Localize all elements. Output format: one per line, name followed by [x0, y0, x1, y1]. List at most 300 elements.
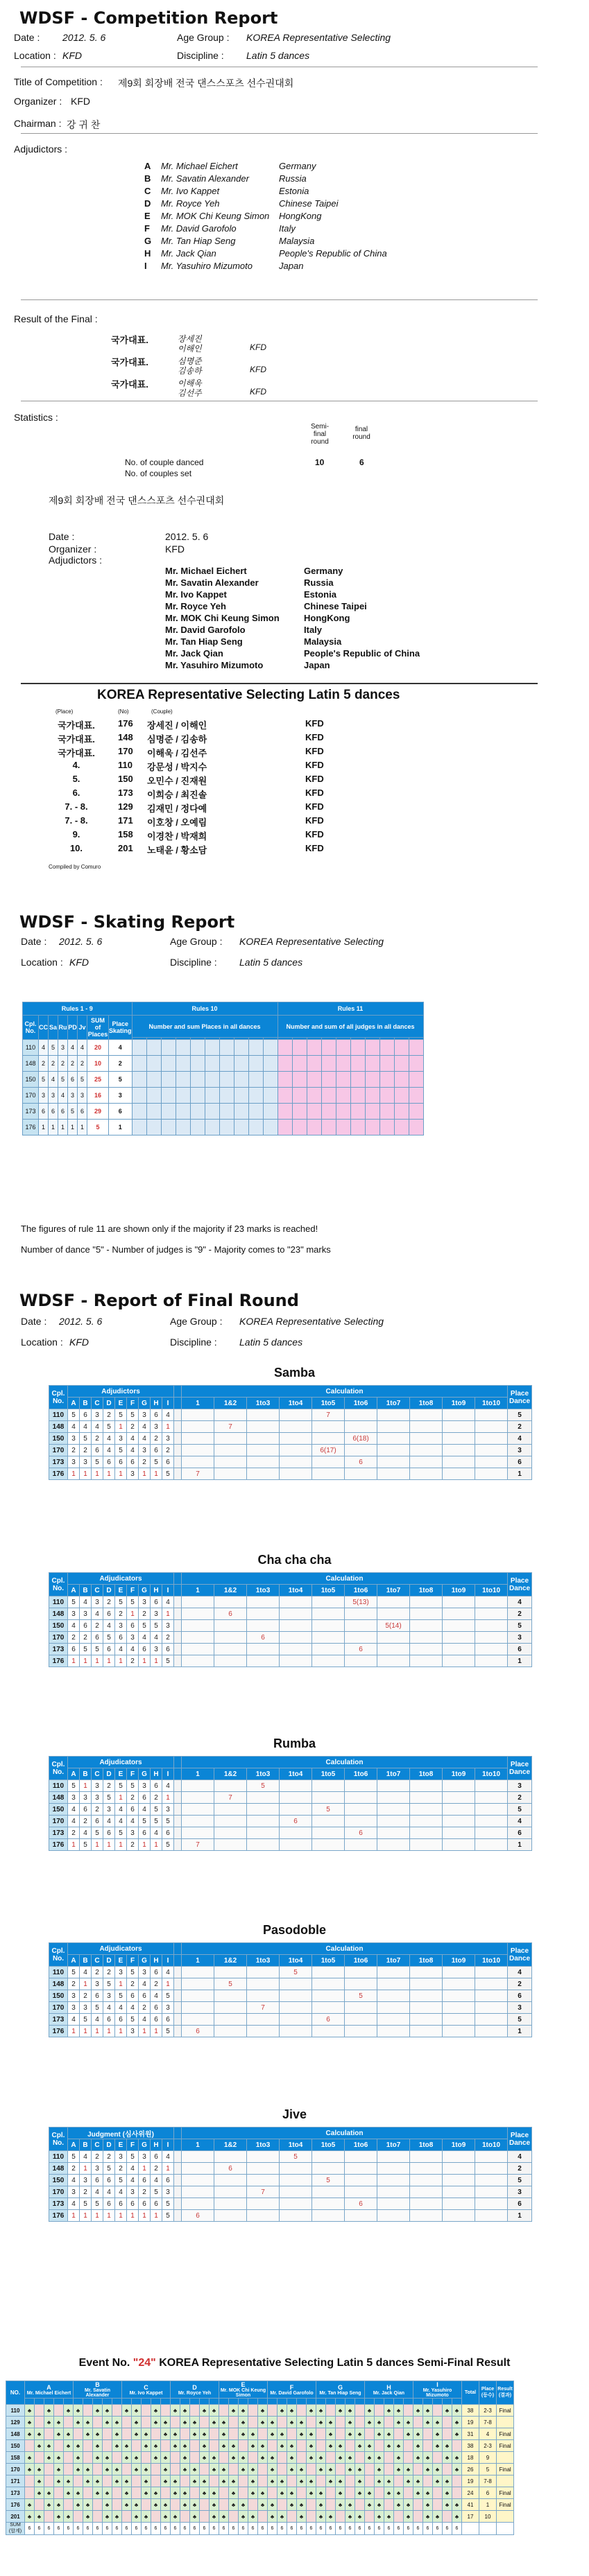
semi-mark: ♣: [210, 2417, 219, 2428]
semi-mark: ♣: [35, 2464, 44, 2475]
calc-cell: [280, 1608, 312, 1620]
rule11-cell: [394, 1104, 409, 1120]
cpl-no: 170: [49, 1632, 68, 1644]
semi-final-table: NO. A Mr. Michael Eichert B Mr. Savatin Alexander C Mr. Ivo Kappet D Mr. Royce Yeh E Mr. MOK Chi Keung Simon F Mr. David Garofolo G Mr. Tan Hiap Seng H Mr. Jack Qian I Mr. Yasuhiro Mizumoto Total Place (등수) Result (결과) 110 ♣ ♣ ♣ ♣ ♣ ♣ ♣ ♣ ♣ ♣ ♣ ♣ ♣ ♣ ♣ ♣ ♣ ♣ ♣ ♣ ♣ ♣ ♣ ♣ ♣ ♣ ♣ ♣ ♣ 38 2-3 Final 129 ♣ ♣ ♣ ♣ ♣ ♣ ♣ ♣ ♣ ♣ ♣ ♣ ♣ ♣ ♣ ♣ ♣ ♣ ♣ ♣ ♣ ♣ ♣ ♣ ♣ ♣ ♣ ♣ ♣ 19 7-8 148 ♣ ♣ ♣ ♣ ♣ ♣ ♣ ♣ ♣ ♣ ♣ ♣ ♣ ♣ ♣ ♣ ♣ ♣ ♣ ♣ ♣ ♣ ♣ ♣ ♣ ♣ ♣ ♣ ♣ 31 4 Final 150 ♣ ♣ ♣ ♣ ♣ ♣ ♣ ♣ ♣ ♣ ♣ ♣ ♣ ♣ ♣ ♣ ♣ ♣ ♣ ♣ ♣ ♣ ♣ ♣ ♣ ♣ ♣ ♣ 38 2-3 Final 158 ♣ ♣ ♣ ♣ ♣ ♣ ♣ ♣ ♣ ♣ ♣ ♣ ♣ ♣ ♣ ♣ ♣ ♣ ♣ ♣ ♣ ♣ ♣ ♣ ♣ ♣ ♣ ♣ ♣ 18 9 170 ♣ ♣ ♣ ♣ ♣ ♣ ♣ ♣ ♣ ♣ ♣ ♣ ♣ ♣ ♣ ♣ ♣ ♣ ♣ ♣ ♣ ♣ ♣ ♣ ♣ ♣ ♣ ♣ ♣ 26 5 Final 171 ♣ ♣ ♣ ♣ ♣ ♣ ♣ ♣ ♣ ♣ ♣ ♣ ♣ ♣ ♣ ♣ ♣ ♣ ♣ ♣ ♣ ♣ ♣ ♣ ♣ ♣ ♣ ♣ 19 7-8 173 ♣ ♣ ♣ ♣ ♣ ♣ ♣ ♣ ♣ ♣ ♣ ♣ ♣ ♣ ♣ ♣ ♣ ♣ ♣ ♣ ♣ ♣ ♣ ♣ ♣ ♣ ♣ ♣ 24 6 Final 176 ♣ ♣ ♣ ♣ ♣ ♣ ♣ ♣ ♣ ♣ ♣ ♣ ♣ ♣ ♣ ♣ ♣ ♣ ♣ ♣ ♣ ♣ ♣ ♣ ♣ ♣ ♣ ♣ ♣ 41 1 Final 201 ♣ ♣ ♣ ♣ ♣ ♣ ♣ ♣ ♣ ♣ ♣ ♣ ♣ ♣ ♣ ♣ ♣ ♣ ♣ ♣ ♣ ♣ ♣ ♣ ♣ ♣ ♣ ♣ ♣ 17 10 SUM (합계) 6 6 6 6 6 6 6 6 6 6 6 6 6 6 6 6 6 6 6 6 6 6 6 6 6 6 6 6 6 6 6 6 6 6 6 6 6 6 6 6 6 6 6 6 6: [6, 2381, 514, 2535]
dance-place: 3: [508, 1445, 532, 1456]
calc-cell: [280, 1409, 312, 1421]
semi-title-post: KOREA Representative Selecting Latin 5 dances Semi-Final Result: [155, 2357, 511, 2369]
semi-mark: [452, 2487, 462, 2499]
judge-mark: 6: [151, 2151, 162, 2163]
rank-couple: 노태윤 / 황소담: [147, 845, 207, 855]
semi-mark: ♣: [239, 2428, 248, 2440]
skating-col: Ru: [58, 1016, 68, 1040]
semi-mark: ♣: [423, 2464, 433, 2475]
rule11-cell: [307, 1072, 321, 1088]
semi-title: [0, 2357, 589, 2369]
semi-mark: ♣: [200, 2475, 210, 2487]
rule11-cell: [292, 1120, 307, 1135]
semi-mark: ♣: [200, 2428, 210, 2440]
calc-cell: [247, 1655, 280, 1667]
stat-danced-label: No. of couple danced: [125, 458, 204, 467]
semi-mark: ♣: [258, 2405, 268, 2417]
calc-cell: [377, 2210, 410, 2222]
semi-mark: ♣: [433, 2464, 443, 2475]
judge-mark: 6: [115, 2014, 127, 2026]
calc-col: 1to9: [443, 1585, 475, 1596]
semi-mark: [190, 2440, 200, 2452]
judge-letter: A: [68, 2139, 80, 2151]
note-majority: Number of dance "5" - Number of judges is "9" - Majority comes to "23" marks: [21, 1244, 331, 1255]
calc-cell: [475, 2175, 508, 2186]
semi-mark: [326, 2487, 336, 2499]
judge-mark: 6: [162, 2014, 174, 2026]
judge-mark: 6: [151, 2002, 162, 2014]
calc-cell: 6: [345, 1827, 377, 1839]
calc-cell: [247, 1990, 280, 2002]
dance-row: [49, 1990, 532, 2002]
semi-mark: ♣: [316, 2417, 326, 2428]
dance-row: [49, 2186, 532, 2198]
rule11-cell: [278, 1104, 292, 1120]
semi-mark: [93, 2464, 103, 2475]
calc-cell: [475, 2002, 508, 2014]
semi-mark: ♣: [83, 2475, 93, 2487]
semi-mark: ♣: [443, 2499, 452, 2511]
calc-cell: [312, 1421, 345, 1433]
semi-mark: ♣: [54, 2475, 64, 2487]
rule11-cell: [350, 1040, 365, 1056]
cpl-no: 110: [49, 1596, 68, 1608]
judge-mark: 5: [162, 1839, 174, 1851]
result-partner-a: 심명준: [178, 356, 202, 366]
semi-mark: [239, 2440, 248, 2452]
semi-result: [497, 2511, 514, 2523]
judge-mark: 3: [115, 1967, 127, 1978]
calc-cell: [410, 1433, 443, 1445]
judge-mark: 1: [162, 1421, 174, 1433]
semi-mark: [336, 2511, 345, 2523]
calc-cell: [377, 1421, 410, 1433]
semi-mark: ♣: [297, 2428, 307, 2440]
judge-mark: 1: [115, 2210, 127, 2222]
judge-mark: 2: [151, 1978, 162, 1990]
semi-mark: [413, 2499, 423, 2511]
semi-mark: ♣: [433, 2440, 443, 2452]
calc-cell: [214, 1816, 247, 1827]
semi-row: [6, 2499, 514, 2511]
semi-place: 10: [479, 2511, 497, 2523]
semi-mark: [297, 2440, 307, 2452]
semi-total: 19: [462, 2417, 479, 2428]
sk-age: KOREA Representative Selecting: [239, 936, 384, 947]
calc-col: 1to9: [443, 1768, 475, 1780]
judge-letter: D: [103, 1585, 115, 1596]
rank-couple: 이경찬 / 박재희: [147, 831, 207, 842]
dance-title: Pasodoble: [262, 1923, 327, 1937]
judge-mark: 5: [151, 1620, 162, 1632]
dance-title: Jive: [282, 2107, 307, 2121]
judge-mark: 3: [162, 1433, 174, 1445]
rule11-cell: [307, 1120, 321, 1135]
semi-mark: [112, 2499, 122, 2511]
calc-cell: [443, 1632, 475, 1644]
calc-cell: [410, 2198, 443, 2210]
semi-mark: ♣: [413, 2440, 423, 2452]
calc-cell: [312, 1839, 345, 1851]
semi-mark: ♣: [74, 2464, 83, 2475]
calc-cell: [280, 1780, 312, 1792]
dance-row: [49, 1827, 532, 1839]
semi-row: [6, 2475, 514, 2487]
judge-mark: 2: [68, 1827, 80, 1839]
calc-cell: 7: [247, 2002, 280, 2014]
judge-mark: 2: [92, 1804, 103, 1816]
semi-mark: [248, 2417, 258, 2428]
calc-cell: [377, 1804, 410, 1816]
judge-mark: 3: [103, 1990, 115, 2002]
semi-mark: [443, 2417, 452, 2428]
calc-col: 1to5: [312, 1585, 345, 1596]
skating-row: [23, 1040, 424, 1056]
calc-cell: [214, 2151, 247, 2163]
semi-mark: [404, 2452, 413, 2464]
rule11-cell: [365, 1120, 379, 1135]
rule11-cell: [292, 1056, 307, 1072]
calc-col: 1to9: [443, 1398, 475, 1409]
dance-place: 4: [508, 1433, 532, 1445]
semi-mark: ♣: [278, 2487, 287, 2499]
judge-mark: 6: [151, 2198, 162, 2210]
fr-loc: KFD: [69, 1337, 89, 1348]
rule11-cell: [379, 1056, 394, 1072]
calc-col: 1: [182, 1768, 214, 1780]
semi-judge-head: [219, 2381, 268, 2399]
semi-mark: ♣: [287, 2499, 297, 2511]
semi-mark: [142, 2405, 151, 2417]
calc-col: 1to5: [312, 1768, 345, 1780]
semi-row: [6, 2440, 514, 2452]
cpl-no: 148: [49, 1608, 68, 1620]
calc-cell: [410, 1816, 443, 1827]
calc-cell: [280, 1827, 312, 1839]
calc-cell: [443, 1816, 475, 1827]
semi-mark: [171, 2499, 180, 2511]
calc-cell: [475, 1468, 508, 1480]
rule11-cell: [409, 1040, 423, 1056]
judge-mark: 4: [103, 1816, 115, 1827]
cpl-head: Cpl. No.: [49, 1757, 68, 1780]
rule10-cell: [146, 1104, 161, 1120]
calc-cell: [377, 1445, 410, 1456]
calc-cell: [410, 1608, 443, 1620]
rule10-cell: [161, 1040, 176, 1056]
semi-mark: ♣: [210, 2499, 219, 2511]
calc-cell: [247, 1421, 280, 1433]
calc-cell: [280, 2002, 312, 2014]
judge-mark: 4: [127, 1644, 139, 1655]
calc-cell: [475, 1827, 508, 1839]
semi-mark: ♣: [64, 2440, 74, 2452]
semi-mark: ♣: [307, 2452, 316, 2464]
semi-total: 17: [462, 2511, 479, 2523]
judge-mark: 6: [103, 1456, 115, 1468]
semi-no: 148: [6, 2428, 25, 2440]
semi-mark: ♣: [355, 2440, 365, 2452]
calc-cell: [410, 1421, 443, 1433]
rule11-cell: [292, 1072, 307, 1088]
rule11-cell: [394, 1056, 409, 1072]
calc-col: 1: [182, 1398, 214, 1409]
judge-mark: 4: [151, 1827, 162, 1839]
dance-place: 1: [508, 2026, 532, 2037]
judge-letter: I: [162, 1768, 174, 1780]
skating-cell: 176: [23, 1120, 39, 1135]
judge-mark: 6: [115, 2198, 127, 2210]
calc-col: 1to10: [475, 1768, 508, 1780]
judge-mark: 2: [139, 2186, 151, 2198]
semi-mark: ♣: [122, 2452, 132, 2464]
cpl-head: Cpl. No.: [49, 1943, 68, 1967]
judge-mark: 3: [139, 2151, 151, 2163]
semi-mark: ♣: [345, 2499, 355, 2511]
calc-cell: [443, 2186, 475, 2198]
judge-mark: 1: [80, 2026, 92, 2037]
dance-place: 6: [508, 1990, 532, 2002]
result-partner-b: 김송하: [178, 366, 202, 376]
semi-mark: [268, 2405, 278, 2417]
calc-cell: [345, 2175, 377, 2186]
judge-mark: 3: [151, 1644, 162, 1655]
semi-mark: [423, 2428, 433, 2440]
cpl-no: 176: [49, 1839, 68, 1851]
rule11-cell: [278, 1040, 292, 1056]
semi-mark: ♣: [210, 2464, 219, 2475]
judge-mark: 2: [103, 1780, 115, 1792]
calc-cell: [443, 1421, 475, 1433]
rank-place: 9.: [72, 829, 80, 839]
semi-mark: [83, 2440, 93, 2452]
calc-cell: [475, 1632, 508, 1644]
judge-mark: 1: [80, 1655, 92, 1667]
summary-adj-country: People's Republic of China: [304, 648, 420, 659]
dance-row: [49, 1596, 532, 1608]
semi-mark: ♣: [54, 2452, 64, 2464]
calc-col: 1&2: [214, 2139, 247, 2151]
judge-mark: 6: [68, 1644, 80, 1655]
calc-cell: [280, 1632, 312, 1644]
judge-letter: G: [139, 1955, 151, 1967]
semi-mark: ♣: [375, 2475, 384, 2487]
semi-total: 41: [462, 2499, 479, 2511]
calc-col: 1to6: [345, 1398, 377, 1409]
calc-col: 1to9: [443, 1955, 475, 1967]
sk-date-label: Date :: [21, 936, 47, 947]
rank-place: 국가대표.: [58, 720, 95, 731]
calc-cell: [345, 1816, 377, 1827]
judge-mark: 4: [162, 2151, 174, 2163]
semi-mark: [180, 2428, 190, 2440]
competition-report: [0, 0, 589, 485]
calc-cell: 6: [182, 2210, 214, 2222]
calc-cell: 5: [247, 1780, 280, 1792]
semi-mark: [326, 2405, 336, 2417]
date-value: 2012. 5. 6: [62, 32, 106, 43]
rule10-cell: [234, 1040, 248, 1056]
dance-row: [49, 1839, 532, 1851]
rule11-cell: [321, 1072, 336, 1088]
calc-cell: 6: [182, 2026, 214, 2037]
semi-mark: ♣: [54, 2464, 64, 2475]
adjudicator-letter: A: [144, 161, 151, 171]
semi-mark: [248, 2452, 258, 2464]
semi-mark: ♣: [44, 2440, 54, 2452]
rule10-cell: [234, 1072, 248, 1088]
rule10-cell: [248, 1088, 263, 1104]
judge-mark: 5: [103, 1792, 115, 1804]
dance-row: [49, 2163, 532, 2175]
semi-mark: ♣: [413, 2428, 423, 2440]
semi-mark: [287, 2475, 297, 2487]
semi-mark: ♣: [103, 2452, 112, 2464]
calc-cell: [214, 1620, 247, 1632]
judge-mark: 4: [103, 1620, 115, 1632]
rule10-cell: [263, 1088, 278, 1104]
skating-cell: 25: [87, 1072, 109, 1088]
dance-place: 2: [508, 1421, 532, 1433]
calc-cell: [280, 2186, 312, 2198]
calc-cell: [475, 1433, 508, 1445]
judge-mark: 3: [139, 1780, 151, 1792]
semi-mark: [394, 2511, 404, 2523]
calc-cell: [443, 1468, 475, 1480]
judge-mark: 1: [68, 2210, 80, 2222]
semi-mark: [258, 2511, 268, 2523]
skating-title: WDSF - Skating Report: [19, 912, 235, 932]
semi-mark: [336, 2464, 345, 2475]
rule11-cell: [336, 1104, 350, 1120]
judge-mark: 1: [103, 1839, 115, 1851]
rule10-cell: [190, 1120, 205, 1135]
rule11-cell: [278, 1088, 292, 1104]
semi-mark: ♣: [103, 2417, 112, 2428]
semi-mark: ♣: [384, 2440, 394, 2452]
judge-mark: 4: [92, 1608, 103, 1620]
calc-cell: [410, 1456, 443, 1468]
calc-col: 1to4: [280, 1398, 312, 1409]
calc-cell: [377, 1456, 410, 1468]
semi-judge-name: Mr. David Garofolo: [270, 2390, 314, 2396]
semi-mark: [452, 2440, 462, 2452]
calc-cell: [410, 1792, 443, 1804]
semi-mark: ♣: [287, 2417, 297, 2428]
adjudicator-letter: D: [144, 198, 151, 209]
semi-place: 1: [479, 2499, 497, 2511]
judge-mark: 5: [80, 2014, 92, 2026]
semi-mark: ♣: [200, 2440, 210, 2452]
calc-cell: 6: [247, 1632, 280, 1644]
semi-mark: ♣: [297, 2475, 307, 2487]
calc-cell: [247, 1792, 280, 1804]
judge-mark: 1: [162, 2163, 174, 2175]
calc-cell: [443, 2002, 475, 2014]
skating-cell: 5: [58, 1072, 68, 1088]
judge-mark: 1: [92, 2210, 103, 2222]
skating-row: [23, 1072, 424, 1088]
calc-cell: [345, 1620, 377, 1632]
semi-mark: [83, 2487, 93, 2499]
result-label: Result of the Final :: [14, 313, 98, 324]
calc-cell: [312, 2210, 345, 2222]
calc-col: 1to4: [280, 1768, 312, 1780]
cpl-no: 148: [49, 1421, 68, 1433]
judge-mark: 3: [68, 2186, 80, 2198]
dance-place: 5: [508, 1620, 532, 1632]
semi-mark: ♣: [93, 2487, 103, 2499]
semi-mark: [151, 2475, 161, 2487]
judge-mark: 3: [162, 2186, 174, 2198]
calc-cell: [443, 1655, 475, 1667]
judge-mark: 5: [162, 2198, 174, 2210]
judge-mark: 6: [80, 1620, 92, 1632]
calc-cell: [214, 1644, 247, 1655]
calc-col: 1to8: [410, 2139, 443, 2151]
calc-col: 1to5: [312, 1398, 345, 1409]
semi-mark: ♣: [278, 2475, 287, 2487]
rank-place: 10.: [69, 843, 83, 853]
calc-head: Calculation: [182, 1757, 508, 1768]
semi-mark: ♣: [297, 2417, 307, 2428]
stat-danced-final: 6: [359, 458, 364, 467]
rule10-cell: [205, 1120, 219, 1135]
semi-mark: ♣: [423, 2499, 433, 2511]
semi-mark: ♣: [268, 2464, 278, 2475]
semi-place: 9: [479, 2452, 497, 2464]
rule10-cell: [132, 1120, 146, 1135]
semi-mark: ♣: [375, 2499, 384, 2511]
semi-mark: [268, 2440, 278, 2452]
calc-col: 1to8: [410, 1585, 443, 1596]
calc-cell: 5: [280, 2151, 312, 2163]
calc-cell: [247, 1978, 280, 1990]
rule11-cell: [394, 1120, 409, 1135]
semi-mark: ♣: [394, 2417, 404, 2428]
semi-mark: ♣: [35, 2487, 44, 2499]
semi-mark: [142, 2452, 151, 2464]
semi-mark: ♣: [268, 2499, 278, 2511]
calc-col: 1to7: [377, 1585, 410, 1596]
semi-judge-name: Mr. MOK Chi Keung Simon: [220, 2388, 266, 2398]
rule11-cell: [321, 1120, 336, 1135]
calc-cell: [247, 2026, 280, 2037]
judge-mark: 4: [139, 1433, 151, 1445]
semi-no: 110: [6, 2405, 25, 2417]
rule11-cell: [379, 1104, 394, 1120]
semi-mark: ♣: [384, 2487, 394, 2499]
calc-cell: [280, 2163, 312, 2175]
calc-cell: [410, 2210, 443, 2222]
place-head: Place Dance: [508, 2127, 532, 2151]
judge-mark: 3: [127, 2186, 139, 2198]
calc-cell: 7: [247, 2186, 280, 2198]
semi-mark: ♣: [384, 2511, 394, 2523]
semi-mark: ♣: [413, 2405, 423, 2417]
judge-mark: 4: [139, 2014, 151, 2026]
semi-mark: [151, 2428, 161, 2440]
adj-head: Adjudicators: [68, 1757, 174, 1768]
calc-cell: [247, 1620, 280, 1632]
calc-cell: [312, 1816, 345, 1827]
calc-cell: [345, 1421, 377, 1433]
